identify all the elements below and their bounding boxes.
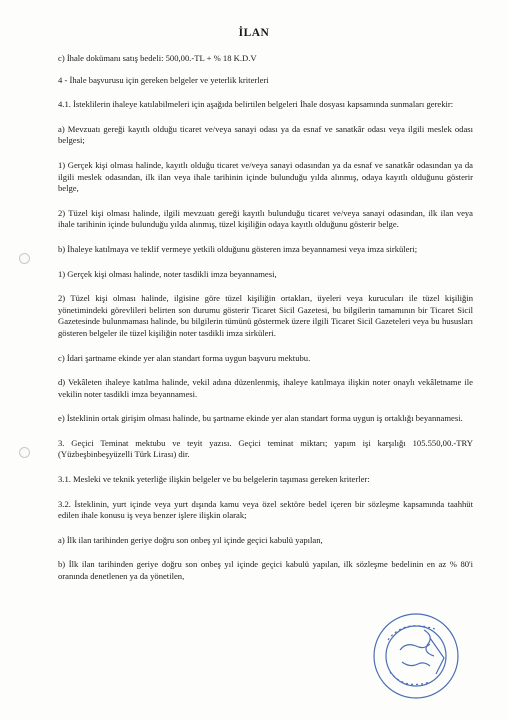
binder-hole bbox=[19, 253, 30, 264]
paragraph: 2) Tüzel kişi olması halinde, ilgisine göre tüzel kişiliğin ortakları, üyeleri veya kurucuları ile tüzel kişiliğin yönetimindeki görevlileri belirten son durumu gösterir Ticaret Sicil Gazetesi, bu bilgilerin tamamının bir Ticaret Sicil Gazetesinde bulunmaması halinde, bu bilgilerin tümünü göstermek üzere ilgili Ticaret Sicil Gazeteleri veya bu hususları gösteren belgeler ile tüzel kişiliğin noter tasdikli imza sirküleri. bbox=[58, 293, 473, 338]
paragraph: e) İsteklinin ortak girişim olması halinde, bu şartname ekinde yer alan standart forma uygun iş ortaklığı beyannamesi. bbox=[58, 413, 463, 424]
signature bbox=[424, 630, 434, 656]
paragraph: 1) Gerçek kişi olması halinde, kayıtlı olduğu ticaret ve/veya sanayi odasından ya da esnaf ve sanatkâr odasından ya da ilgili meslek odasından, ilk ilan veya ihale tarihinin içinde bulunduğu yılda alınmış, odaya kayıtlı olduğunu gösterir belge, bbox=[58, 159, 473, 194]
stamp-emblem bbox=[402, 662, 430, 666]
paragraph: 2) Tüzel kişi olması halinde, ilgili mevzuatı gereği kayıtlı bulunduğu ticaret ve/veya sanayi odasından, ilk ilan veya ihale tarihinin içinde bulunduğu yılda alınmış, tüzel kişiliğin odaya kayıtlı olduğunu gösterir belge. bbox=[58, 207, 473, 230]
paragraph: 3.2. İsteklinin, yurt içinde veya yurt dışında kamu veya özel sektöre bedel içeren bir sözleşme kapsamında taahhüt edilen ihale konusu iş veya benzer işlere ilişkin olarak; bbox=[58, 498, 473, 521]
signature bbox=[430, 638, 444, 674]
paragraph: b) İlk ilan tarihinden geriye doğru son onbeş yıl içinde geçici kabulü yapılan, ilk sözleşme bedelinin en az % 80'i oranında denetlenen ya da yönetilen, bbox=[58, 559, 473, 582]
paragraph: b) İhaleye katılmaya ve teklif vermeye yetkili olduğunu gösteren imza beyannamesi veya imza sirküleri; bbox=[58, 243, 418, 254]
paragraph: a) İlk ilan tarihinden geriye doğru son onbeş yıl içinde geçici kabulü yapılan, bbox=[58, 534, 323, 545]
paragraph: c) İdari şartname ekinde yer alan standart forma uygun başvuru mektubu. bbox=[58, 352, 311, 363]
paragraph: a) Mevzuatı gereği kayıtlı olduğu ticaret ve/veya sanayi odası ya da esnaf ve sanatkâr odası veya ilgili meslek odası belgesi; bbox=[58, 123, 473, 146]
paragraph: 4 - İhale başvurusu için gereken belgeler ve yeterlik kriterleri bbox=[58, 74, 269, 85]
paragraph: 4.1. İsteklilerin ihaleye katılabilmeleri için aşağıda belirtilen belgeleri İhale dosyası kapsamında sunmaları gerekir: bbox=[58, 99, 454, 110]
paragraph: 1) Gerçek kişi olması halinde, noter tasdikli imza beyannamesi, bbox=[58, 268, 277, 279]
document-title: İLAN bbox=[238, 27, 270, 39]
document-body bbox=[58, 53, 473, 596]
paragraph: d) Vekâleten ihaleye katılma halinde, vekil adına düzenlenmiş, ihaleye katılmaya ilişkin noter onaylı vekâletname ile vekilin noter tasdikli imza beyannamesi. bbox=[58, 377, 473, 399]
paragraph: 3. Geçici Teminat mektubu ve teyit yazısı. Geçici teminat miktarı; yapım işi karşılığı 105.550,00.-TRY (Yüzbeşbinbeşyüzelli Türk Lirası) dir. bbox=[58, 437, 473, 460]
paragraph: 3.1. Mesleki ve teknik yeterliğe ilişkin belgeler ve bu belgelerin taşıması gereken kriterler: bbox=[58, 474, 370, 485]
binder-hole bbox=[19, 447, 30, 458]
official-stamp bbox=[370, 610, 462, 702]
paragraph: c) İhale dokümanı satış bedeli: 500,00.-TL + % 18 K.D.V bbox=[58, 53, 257, 63]
